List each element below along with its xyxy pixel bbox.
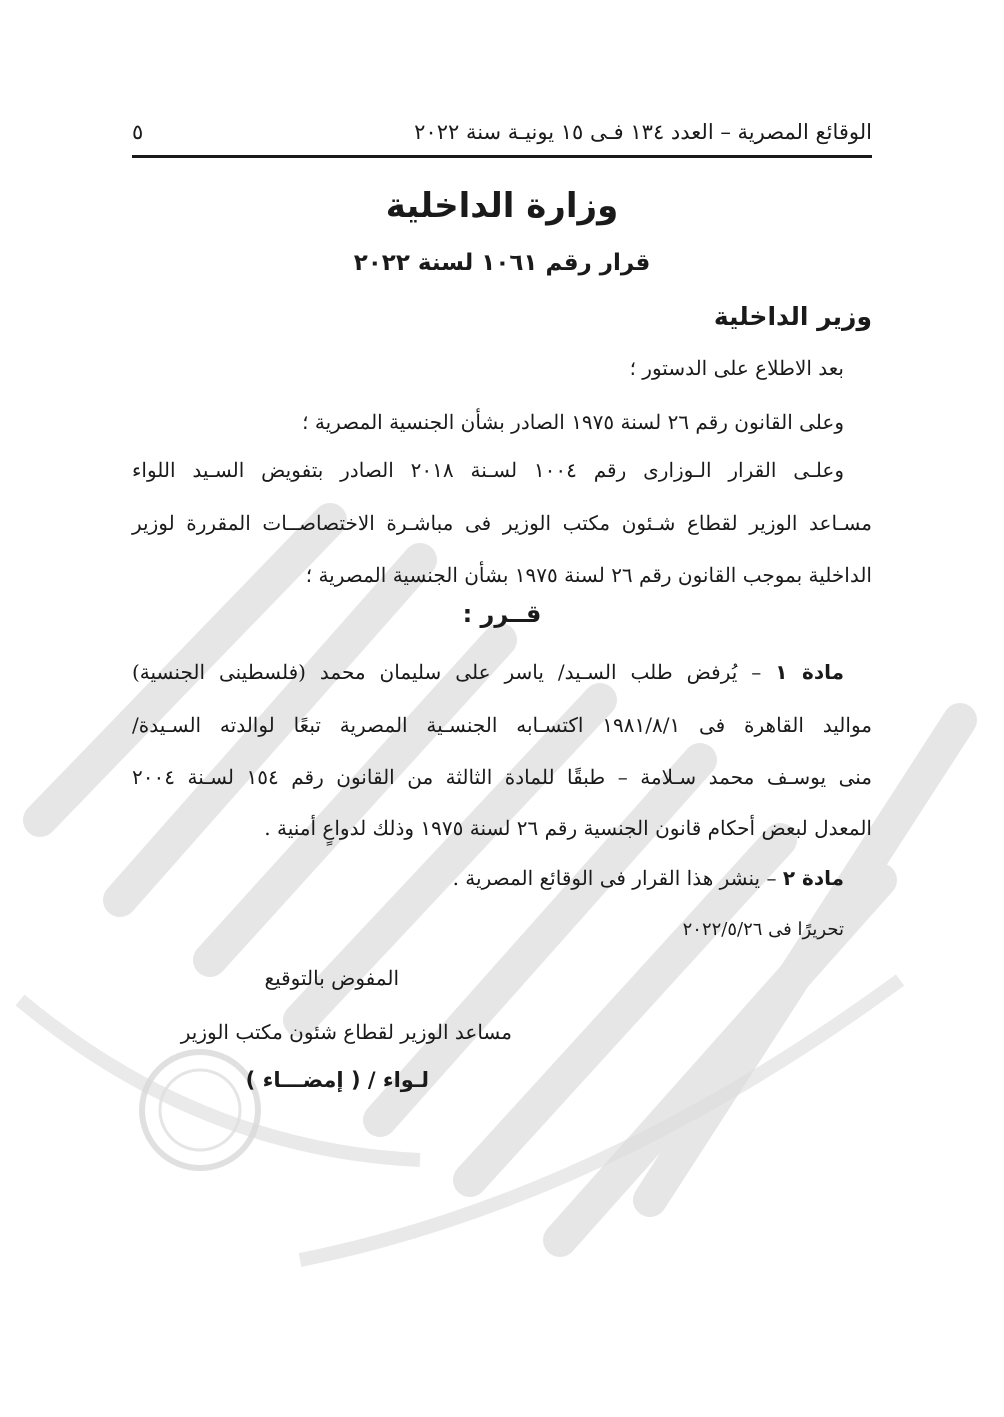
page-number: ٥ bbox=[132, 120, 144, 144]
running-header bbox=[132, 112, 872, 152]
ministry-title: وزارة الداخلية bbox=[385, 186, 619, 226]
preamble-line: مسـاعد الوزير لقطاع شـئون مكتب الوزير فى مباشـرة الاختصاصــات المقررة لوزير bbox=[132, 511, 872, 535]
preamble-line: الداخلية بموجب القانون رقم ٢٦ لسنة ١٩٧٥ بشأن الجنسية المصرية ؛ bbox=[305, 563, 872, 587]
article-2-line bbox=[132, 858, 844, 898]
decided-heading: قــرر : bbox=[462, 600, 542, 628]
issuer-heading: وزير الداخلية bbox=[713, 302, 872, 331]
signature-position: مساعد الوزير لقطاع شئون مكتب الوزير bbox=[180, 1020, 512, 1044]
seal-watermark bbox=[142, 1052, 258, 1168]
running-title: الوقائع المصرية – العدد ١٣٤ فـى ١٥ يونيـة سنة ٢٠٢٢ bbox=[414, 120, 872, 144]
article-1-text: – يُرفض طلب السـيد/ ياسر على سليمان محمد (فلسطينى الجنسية) bbox=[132, 660, 776, 684]
article-1-line: مواليد القاهرة فى ١٩٨١/٨/١ اكتسـابه الجنسـية المصرية تبعًا لوالدته السـيدة/ bbox=[132, 713, 872, 737]
article-1-label: مادة ١ bbox=[775, 660, 844, 684]
article-2-text: – ينشر هذا القرار فى الوقائع المصرية . bbox=[452, 866, 783, 890]
article-1-line: المعدل لبعض أحكام قانون الجنسية رقم ٢٦ لسنة ١٩٧٥ وذلك لدواعٍ أمنية . bbox=[264, 816, 872, 840]
preamble-line: وعلى القانون رقم ٢٦ لسنة ١٩٧٥ الصادر بشأن الجنسية المصرية ؛ bbox=[302, 410, 844, 434]
preamble-line: وعلـى القرار الـوزارى رقم ١٠٠٤ لسـنة ٢٠١٨ الصادر بتفويض السـيد اللواء bbox=[132, 458, 844, 482]
preamble-line: بعد الاطلاع على الدستور ؛ bbox=[629, 356, 844, 380]
article-1-line bbox=[132, 652, 844, 692]
decision-title: قرار رقم ١٠٦١ لسنة ٢٠٢٢ bbox=[353, 250, 651, 276]
header-divider bbox=[132, 155, 872, 158]
article-1-line: منى يوسـف محمد سـلامة – طبقًا للمادة الثالثة من القانون رقم ١٥٤ لسـنة ٢٠٠٤ bbox=[132, 765, 872, 789]
signature-delegate: المفوض بالتوقيع bbox=[264, 966, 399, 990]
date-line: تحريرًا فى ٢٠٢٢/٥/٢٦ bbox=[682, 919, 844, 940]
article-2-label: مادة ٢ bbox=[782, 866, 844, 890]
signature-name: لـواء / ( إمضـــاء ) bbox=[245, 1068, 429, 1092]
